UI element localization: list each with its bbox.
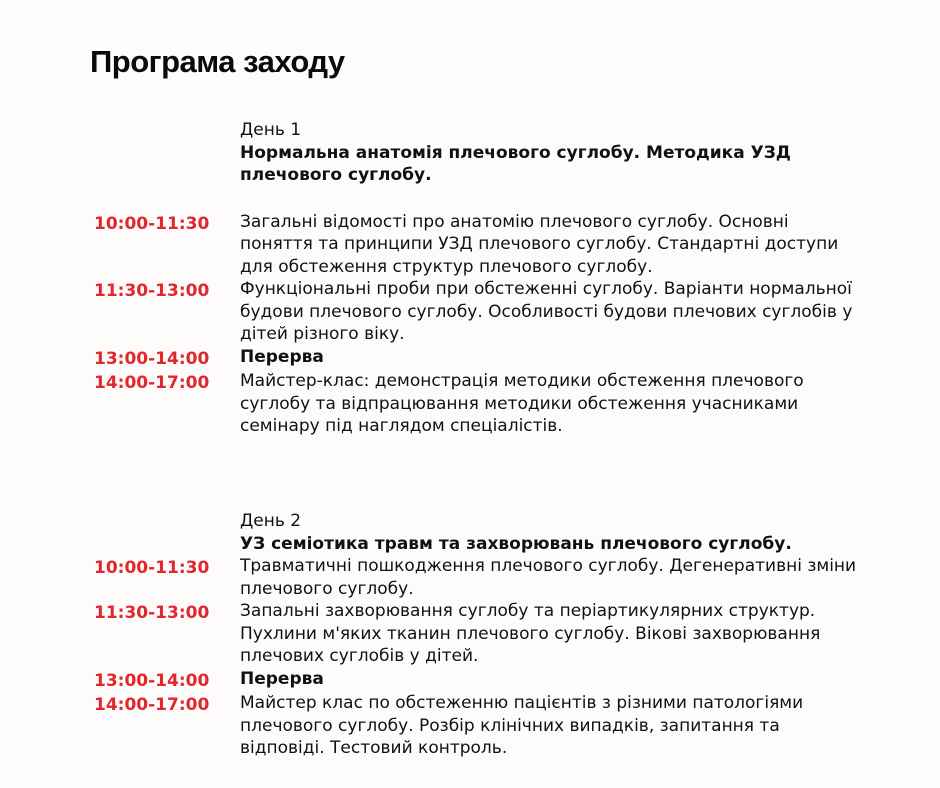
schedule-row bbox=[0, 600, 940, 668]
schedule-row bbox=[0, 692, 940, 760]
time-slot: 11:30-13:00 bbox=[94, 603, 210, 623]
session-description: Функціональні проби при обстеженні суглобу. Варіанти нормальної будови плечового суглобу. Особливості будови плечових суглобів у дітей різного віку. bbox=[240, 279, 853, 344]
schedule-row bbox=[0, 346, 940, 371]
time-slot: 13:00-14:00 bbox=[94, 670, 210, 691]
schedule-row bbox=[0, 555, 940, 600]
session-description: Запальні захворювання суглобу та періартикулярних структур. Пухлини м'яких тканин плечового суглобу. Вікові захворювання плечових суглобів у дітей. bbox=[240, 601, 821, 666]
session-description: Загальні відомості про анатомію плечового суглобу. Основні поняття та принципи УЗД плечового суглобу. Стандартні доступи для обстеження структур плечового суглобу. bbox=[240, 211, 839, 277]
time-slot: 13:00-14:00 bbox=[94, 348, 210, 369]
time-slot: 10:00-11:30 bbox=[94, 558, 210, 578]
break-label: Перерва bbox=[240, 346, 324, 367]
day-1-section bbox=[0, 119, 940, 438]
session-description: Травматичні пошкодження плечового суглобу. Дегенеративні зміни плечового суглобу. bbox=[240, 556, 857, 599]
day-subtitle: УЗ семіотика травм та захворювань плечового суглобу. bbox=[240, 533, 792, 554]
break-label: Перерва bbox=[240, 668, 324, 689]
schedule-row bbox=[0, 370, 940, 438]
session-description: Майстер клас по обстеженню пацієнтів з різними патологіями плечового суглобу. Розбір клінічних випадків, запитання та відповіді. Тестовий контроль. bbox=[240, 693, 804, 758]
time-slot: 14:00-17:00 bbox=[94, 373, 210, 393]
time-slot: 10:00-11:30 bbox=[94, 213, 210, 234]
session-description: Майстер-клас: демонстрація методики обстеження плечового суглобу та відпрацювання методики обстеження учасниками семінару під наглядом спеціалістів. bbox=[240, 371, 804, 436]
schedule-row bbox=[0, 668, 940, 693]
time-slot: 14:00-17:00 bbox=[94, 695, 210, 715]
page-title: Програма заходу bbox=[90, 44, 345, 79]
day-label: День 1 bbox=[240, 120, 302, 140]
schedule-row bbox=[0, 211, 940, 279]
schedule-row bbox=[0, 278, 940, 346]
day-2-section bbox=[0, 510, 940, 760]
day-label: День 2 bbox=[240, 511, 302, 531]
day-subtitle: Нормальна анатомія плечового суглобу. Методика УЗД плечового суглобу. bbox=[240, 142, 791, 185]
time-slot: 11:30-13:00 bbox=[94, 281, 210, 301]
